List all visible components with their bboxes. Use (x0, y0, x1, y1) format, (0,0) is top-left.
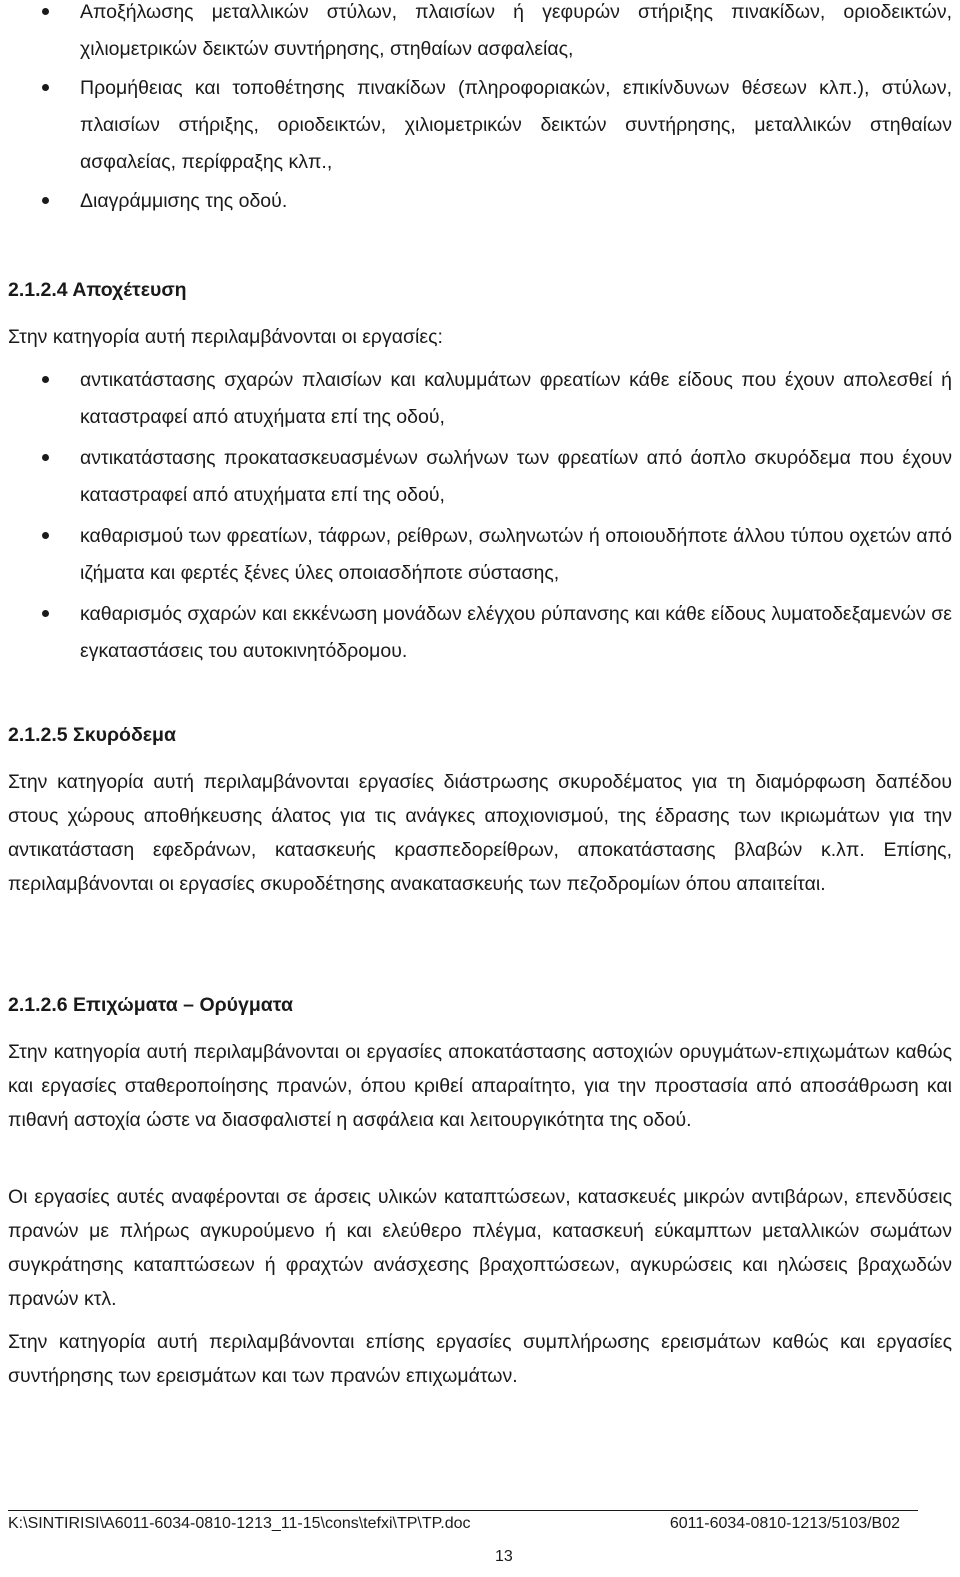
signage-bullet-list (0, 0, 960, 220)
bullet-icon (42, 610, 49, 617)
list-item-text: Αποξήλωσης μεταλλικών στύλων, πλαισίων ή γεφυρών στήριξης πινακίδων, οριοδεικτών, χιλιομετρικών δεικτών συντήρησης, στηθαίων ασφαλείας, (80, 1, 952, 60)
section-heading-concrete: 2.1.2.5 Σκυρόδεμα (8, 724, 176, 746)
bullet-icon (42, 532, 49, 539)
list-item-text: καθαρισμού των φρεατίων, τάφρων, ρείθρων, σωληνωτών ή οποιουδήποτε άλλου τύπου οχετών από ιζήματα και φερτές ξένες ύλες οποιασδήποτε σύστασης, (80, 525, 952, 584)
bullet-icon (42, 84, 49, 91)
page-number: 13 (495, 1548, 513, 1565)
footer-divider (8, 1510, 918, 1511)
section-heading-earthworks: 2.1.2.6 Επιχώματα – Ορύγματα (8, 994, 293, 1016)
list-item (0, 183, 960, 220)
bullet-icon (42, 197, 49, 204)
section-heading-drainage: 2.1.2.4 Αποχέτευση (8, 279, 187, 301)
list-item (0, 0, 960, 68)
bullet-icon (42, 376, 49, 383)
bullet-icon (42, 8, 49, 15)
list-item-text: καθαρισμός σχαρών και εκκένωση μονάδων ελέγχου ρύπανσης και κάθε είδους λυματοδεξαμενών σε εγκαταστάσεις του αυτοκινητόδρομου. (80, 603, 952, 662)
drainage-bullet-list (0, 362, 960, 670)
list-item (0, 518, 960, 592)
list-item (0, 362, 960, 436)
section-paragraph: Στην κατηγορία αυτή περιλαμβάνονται εργασίες διάστρωσης σκυροδέματος για τη διαμόρφωση δαπέδου στους χώρους αποθήκευσης άλατος για τις ανάγκες αποχιονισμού, της έδρασης των ικριωμάτων για την αντικατάσταση εφεδράνων, κατασκευής κρασπεδορείθρων, αποκατάστασης βλαβών κ.λπ. Επίσης, περιλαμβάνονται οι εργασίες σκυροδέτησης ανακατασκευής των πεζοδρομίων όπου απαιτείται. (8, 771, 952, 895)
footer-file-path: K:\SINTIRISI\A6011-6034-0810-1213_11-15\cons\tefxi\TP\TP.doc (8, 1515, 471, 1532)
section-intro: Στην κατηγορία αυτή περιλαμβάνονται οι εργασίες: (8, 326, 443, 348)
bullet-icon (42, 454, 49, 461)
section-paragraph: Οι εργασίες αυτές αναφέρονται σε άρσεις υλικών καταπτώσεων, κατασκευές μικρών αντιβάρων, επενδύσεις πρανών με πλήρως αγκυρούμενο ή και ελεύθερο πλέγμα, κατασκευή εύκαμπτων μεταλλικών σωμάτων συγκράτησης καταπτώσεων ή φραχτών ανάσχεσης βραχοπτώσεων, αγκυρώσεις και ηλώσεις βραχωδών πρανών κτλ. (8, 1186, 952, 1310)
footer-document-code: 6011-6034-0810-1213/5103/B02 (669, 1515, 900, 1532)
section-paragraph: Στην κατηγορία αυτή περιλαμβάνονται οι εργασίες αποκατάστασης αστοχιών ορυγμάτων-επιχωμάτων καθώς και εργασίες σταθεροποίησης πρανών, όπου κριθεί απαραίτητο, για την προστασία από αποσάθρωση και πιθανή αστοχία ώστε να διασφαλιστεί η ασφάλεια και λειτουργικότητα της οδού. (8, 1041, 952, 1131)
list-item-text: Προμήθειας και τοποθέτησης πινακίδων (πληροφοριακών, επικίνδυνων θέσεων κλπ.), στύλων, πλαισίων στήριξης, οριοδεικτών, χιλιομετρικών δεικτών συντήρησης, μεταλλικών στηθαίων ασφαλείας, περίφραξης κλπ., (80, 77, 952, 173)
section-paragraph: Στην κατηγορία αυτή περιλαμβάνονται επίσης εργασίες συμπλήρωσης ερεισμάτων καθώς και εργασίες συντήρησης των ερεισμάτων και των πρανών επιχωμάτων. (8, 1331, 952, 1387)
list-item (0, 440, 960, 514)
list-item-text: Διαγράμμισης της οδού. (80, 190, 288, 212)
list-item (0, 70, 960, 181)
list-item (0, 596, 960, 670)
list-item-text: αντικατάστασης σχαρών πλαισίων και καλυμμάτων φρεατίων κάθε είδους που έχουν απολεσθεί ή καταστραφεί από ατυχήματα επί της οδού, (80, 369, 952, 428)
list-item-text: αντικατάστασης προκατασκευασμένων σωλήνων των φρεατίων από άοπλο σκυρόδεμα που έχουν καταστραφεί από ατυχήματα επί της οδού, (80, 447, 952, 506)
